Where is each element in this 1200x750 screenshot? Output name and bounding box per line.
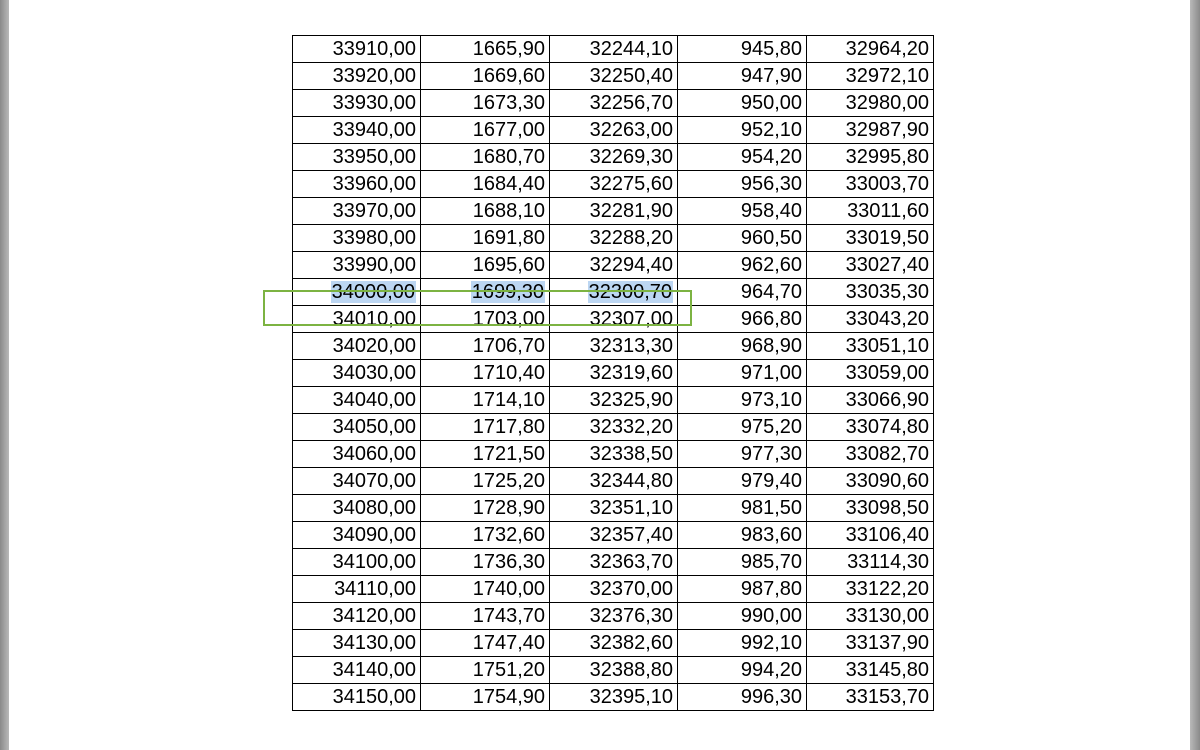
table-cell[interactable] [550,279,678,306]
table-cell[interactable]: 33137,90 [807,630,934,657]
table-cell[interactable]: 952,10 [678,117,807,144]
table-cell[interactable]: 34090,00 [293,522,421,549]
table-cell[interactable]: 1743,70 [421,603,550,630]
table-cell[interactable]: 32987,90 [807,117,934,144]
selected-text[interactable]: 34000,00 [331,281,415,303]
table-cell[interactable]: 987,80 [678,576,807,603]
table-row [293,225,934,252]
table-cell[interactable]: 979,40 [678,468,807,495]
table-cell[interactable]: 1703,00 [421,306,550,333]
table-cell[interactable]: 1747,40 [421,630,550,657]
table-cell[interactable]: 975,20 [678,414,807,441]
viewer-left-edge [0,0,9,750]
viewer-right-edge [1190,0,1200,750]
table-cell[interactable]: 1695,60 [421,252,550,279]
table-cell[interactable]: 32269,30 [550,144,678,171]
table-cell[interactable]: 34080,00 [293,495,421,522]
table-cell[interactable]: 950,00 [678,90,807,117]
table-cell[interactable]: 977,30 [678,441,807,468]
table-cell[interactable]: 973,10 [678,387,807,414]
table-cell[interactable]: 32325,90 [550,387,678,414]
table-row [293,63,934,90]
table-cell[interactable]: 33960,00 [293,171,421,198]
table-row [293,144,934,171]
table-cell[interactable]: 33003,70 [807,171,934,198]
table-cell[interactable]: 34010,00 [293,306,421,333]
table-row [293,90,934,117]
data-table-body [293,36,934,711]
table-cell[interactable]: 32275,60 [550,171,678,198]
table-cell[interactable]: 33043,20 [807,306,934,333]
table-cell[interactable]: 971,00 [678,360,807,387]
table-row [293,441,934,468]
table-cell[interactable]: 32338,50 [550,441,678,468]
table-cell[interactable]: 33098,50 [807,495,934,522]
table-cell[interactable]: 34150,00 [293,684,421,711]
table-row [293,657,934,684]
table-cell[interactable]: 33122,20 [807,576,934,603]
table-cell[interactable]: 32263,00 [550,117,678,144]
table-row [293,630,934,657]
table-cell[interactable]: 34100,00 [293,549,421,576]
table-cell[interactable]: 33920,00 [293,63,421,90]
table-cell[interactable]: 33082,70 [807,441,934,468]
table-cell[interactable] [293,279,421,306]
table-row [293,306,934,333]
table-cell[interactable]: 33950,00 [293,144,421,171]
table-row-highlighted [293,279,934,306]
table-cell[interactable]: 33910,00 [293,36,421,63]
table-cell[interactable]: 32388,80 [550,657,678,684]
table-cell[interactable]: 1725,20 [421,468,550,495]
table-cell[interactable]: 33153,70 [807,684,934,711]
table-cell[interactable]: 33027,40 [807,252,934,279]
table-cell[interactable]: 1732,60 [421,522,550,549]
table-cell[interactable]: 33090,60 [807,468,934,495]
table-cell[interactable]: 1677,00 [421,117,550,144]
table-cell[interactable]: 32256,70 [550,90,678,117]
table-cell[interactable]: 33970,00 [293,198,421,225]
table-cell[interactable]: 962,60 [678,252,807,279]
table-cell[interactable]: 1706,70 [421,333,550,360]
table-cell[interactable]: 32395,10 [550,684,678,711]
table-cell[interactable]: 966,80 [678,306,807,333]
table-cell[interactable]: 34140,00 [293,657,421,684]
table-cell[interactable]: 34040,00 [293,387,421,414]
table-cell[interactable]: 32370,00 [550,576,678,603]
table-cell[interactable]: 32376,30 [550,603,678,630]
table-row [293,603,934,630]
table-row [293,522,934,549]
table-cell[interactable]: 32244,10 [550,36,678,63]
table-row [293,333,934,360]
table-row [293,198,934,225]
table-row [293,495,934,522]
table-cell[interactable]: 1665,90 [421,36,550,63]
table-cell[interactable]: 985,70 [678,549,807,576]
table-cell[interactable]: 32357,40 [550,522,678,549]
table-cell[interactable]: 33074,80 [807,414,934,441]
table-cell[interactable]: 32964,20 [807,36,934,63]
table-cell[interactable]: 1736,30 [421,549,550,576]
table-cell[interactable]: 32294,40 [550,252,678,279]
table-cell[interactable]: 992,10 [678,630,807,657]
table-cell[interactable]: 34130,00 [293,630,421,657]
table-cell[interactable]: 958,40 [678,198,807,225]
table-row [293,36,934,63]
table-cell[interactable]: 1680,70 [421,144,550,171]
table-cell[interactable]: 32319,60 [550,360,678,387]
table-row [293,360,934,387]
table-cell[interactable]: 33980,00 [293,225,421,252]
table-cell[interactable]: 34120,00 [293,603,421,630]
table-cell[interactable]: 960,50 [678,225,807,252]
table-row [293,171,934,198]
table-cell[interactable]: 33019,50 [807,225,934,252]
table-cell[interactable]: 32995,80 [807,144,934,171]
table-cell[interactable] [421,279,550,306]
table-cell[interactable]: 33940,00 [293,117,421,144]
table-cell[interactable]: 947,90 [678,63,807,90]
table-cell[interactable]: 33035,30 [807,279,934,306]
table-cell[interactable]: 34110,00 [293,576,421,603]
table-cell[interactable]: 1669,60 [421,63,550,90]
table-cell[interactable]: 994,20 [678,657,807,684]
table-cell[interactable]: 34020,00 [293,333,421,360]
table-cell[interactable]: 954,20 [678,144,807,171]
table-cell[interactable]: 32363,70 [550,549,678,576]
table-cell[interactable]: 990,00 [678,603,807,630]
table-cell[interactable]: 1714,10 [421,387,550,414]
table-row [293,117,934,144]
table-cell[interactable]: 34030,00 [293,360,421,387]
selected-text[interactable]: 32300,70 [588,281,672,303]
table-cell[interactable]: 33106,40 [807,522,934,549]
table-cell[interactable]: 1754,90 [421,684,550,711]
table-cell[interactable]: 32281,90 [550,198,678,225]
table-cell[interactable]: 33114,30 [807,549,934,576]
table-cell[interactable]: 33011,60 [807,198,934,225]
table-cell[interactable]: 1688,10 [421,198,550,225]
table-cell[interactable]: 32332,20 [550,414,678,441]
table-cell[interactable]: 981,50 [678,495,807,522]
table-cell[interactable]: 945,80 [678,36,807,63]
table-cell[interactable]: 33145,80 [807,657,934,684]
table-cell[interactable]: 964,70 [678,279,807,306]
table-cell[interactable]: 956,30 [678,171,807,198]
table-row [293,684,934,711]
table-cell[interactable]: 32972,10 [807,63,934,90]
selected-text[interactable]: 1699,30 [471,281,544,303]
table-cell[interactable]: 968,90 [678,333,807,360]
table-cell[interactable]: 1751,20 [421,657,550,684]
table-cell[interactable]: 33051,10 [807,333,934,360]
table-cell[interactable]: 32288,20 [550,225,678,252]
table-cell[interactable]: 32250,40 [550,63,678,90]
table-cell[interactable]: 34050,00 [293,414,421,441]
table-row [293,252,934,279]
table-cell[interactable]: 1728,90 [421,495,550,522]
document-page [9,0,1190,750]
table-cell[interactable]: 34070,00 [293,468,421,495]
table-cell[interactable]: 1721,50 [421,441,550,468]
table-cell[interactable]: 1673,30 [421,90,550,117]
table-row [293,387,934,414]
table-cell[interactable]: 33059,00 [807,360,934,387]
table-cell[interactable]: 32382,60 [550,630,678,657]
table-cell[interactable]: 996,30 [678,684,807,711]
table-cell[interactable]: 32344,80 [550,468,678,495]
table-cell[interactable]: 34060,00 [293,441,421,468]
table-cell[interactable]: 33930,00 [293,90,421,117]
table-cell[interactable]: 32980,00 [807,90,934,117]
table-row [293,549,934,576]
table-row [293,468,934,495]
table-cell[interactable]: 32307,00 [550,306,678,333]
table-cell[interactable]: 983,60 [678,522,807,549]
table-cell[interactable]: 33990,00 [293,252,421,279]
data-table [292,35,934,711]
table-cell[interactable]: 1691,80 [421,225,550,252]
table-cell[interactable]: 1710,40 [421,360,550,387]
table-cell[interactable]: 33066,90 [807,387,934,414]
table-cell[interactable]: 32313,30 [550,333,678,360]
table-row [293,576,934,603]
table-cell[interactable]: 1740,00 [421,576,550,603]
table-cell[interactable]: 33130,00 [807,603,934,630]
table-cell[interactable]: 1684,40 [421,171,550,198]
table-cell[interactable]: 1717,80 [421,414,550,441]
table-row [293,414,934,441]
table-cell[interactable]: 32351,10 [550,495,678,522]
